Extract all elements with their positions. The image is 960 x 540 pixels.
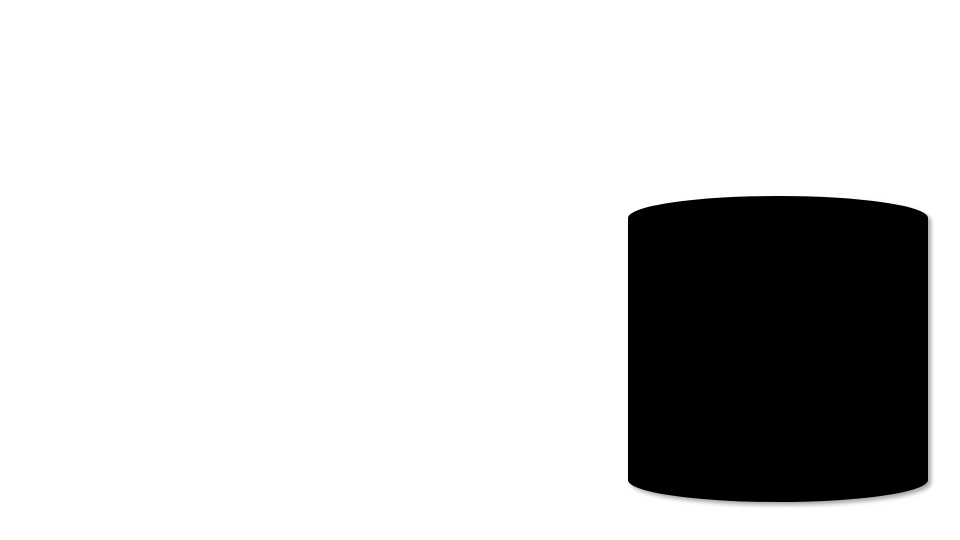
cylinder-body bbox=[628, 218, 928, 502]
intro-content bbox=[27, 124, 512, 136]
cylinder-shape bbox=[622, 190, 942, 508]
cylinder-top bbox=[628, 196, 928, 240]
cylinder-graphic bbox=[622, 190, 942, 508]
